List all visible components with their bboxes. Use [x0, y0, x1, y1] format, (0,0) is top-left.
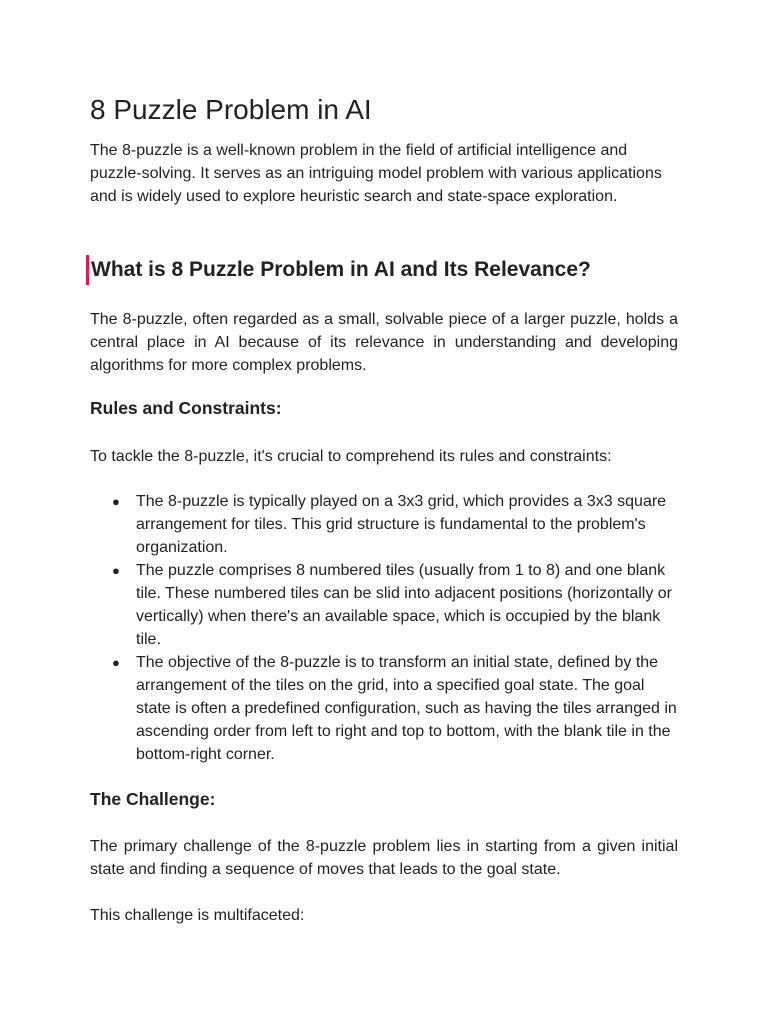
rules-heading: Rules and Constraints:	[90, 398, 282, 418]
rules-list	[90, 490, 678, 766]
rule-text: The puzzle comprises 8 numbered tiles (usually from 1 to 8) and one blank tile. These numbered tiles can be slid into adjacent positions (horizontally or vertically) when there's an available space, which is occupied by the blank tile.	[136, 562, 672, 648]
list-item	[90, 651, 678, 766]
bullet-icon: ●	[112, 563, 120, 578]
rules-intro-paragraph: To tackle the 8-puzzle, it's crucial to comprehend its rules and constraints:	[90, 448, 612, 465]
section-heading-relevance: What is 8 Puzzle Problem in AI and Its Relevance?	[86, 255, 591, 285]
intro-paragraph: The 8-puzzle is a well-known problem in the field of artificial intelligence and puzzle-solving. It serves as an intriguing model problem with various applications and is widely used to explore heuristic search and state-space exploration.	[90, 142, 662, 205]
relevance-paragraph: The 8-puzzle, often regarded as a small, solvable piece of a larger puzzle, holds a central place in AI because of its relevance in understanding and developing algorithms for more complex problems.	[90, 311, 678, 374]
list-item	[90, 559, 678, 651]
bullet-icon: ●	[112, 655, 120, 670]
list-item	[90, 490, 678, 559]
bullet-icon: ●	[112, 494, 120, 509]
challenge-paragraph: The primary challenge of the 8-puzzle problem lies in starting from a given initial state and finding a sequence of moves that leads to the goal state.	[90, 838, 678, 878]
document-title: 8 Puzzle Problem in AI	[90, 94, 372, 125]
challenge-followup-paragraph: This challenge is multifaceted:	[90, 907, 305, 924]
rule-text: The 8-puzzle is typically played on a 3x3 grid, which provides a 3x3 square arrangement for tiles. This grid structure is fundamental to the problem's organization.	[136, 493, 667, 556]
challenge-heading: The Challenge:	[90, 789, 216, 809]
rule-text: The objective of the 8-puzzle is to transform an initial state, defined by the arrangement of the tiles on the grid, into a specified goal state. The goal state is often a predefined configuration, such as having the tiles arranged in ascending order from left to right and top to bottom, with the blank tile in the bottom-right corner.	[136, 654, 677, 763]
